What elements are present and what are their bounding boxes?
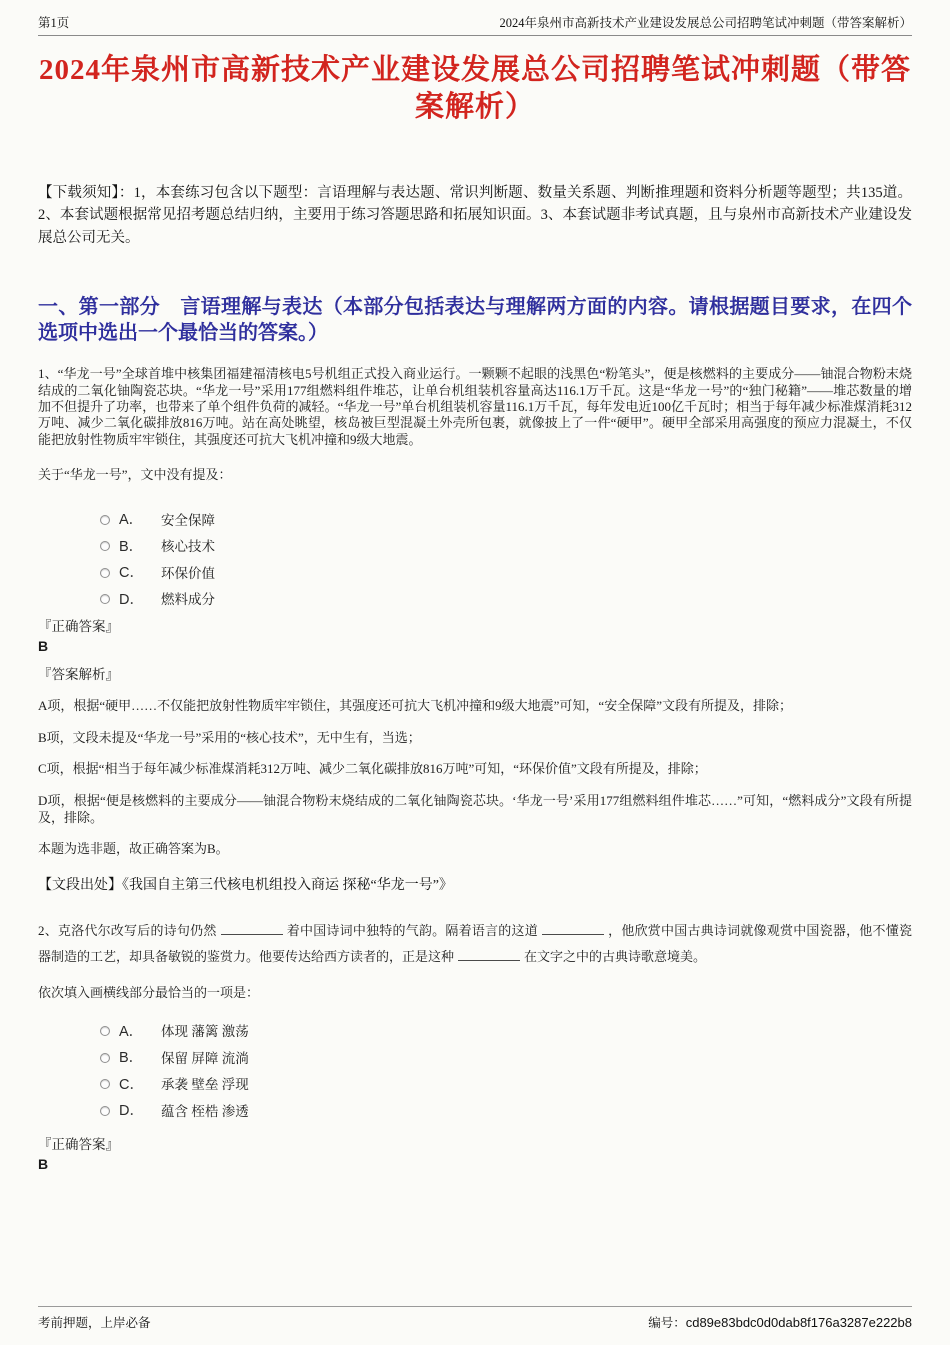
option-row [38, 1017, 912, 1044]
radio-button[interactable] [100, 541, 110, 551]
correct-answer-label: 『正确答案』 [38, 619, 119, 635]
question-1-body: 1、“华龙一号”全球首堆中核集团福建福清核电5号机组正式投入商业运行。一颗颗不起眼的浅黑色“粉笔头”，便是核燃料的主要成分——铀混合物粉末烧结成的二氧化铀陶瓷芯块。“华龙一号”采用177组燃料组件堆芯，让单台机组装机容量高达116.1万千瓦。这是“华龙一号”的“独门秘籍”——堆芯数量的增加不但提升了功率，也带来了单个组件负荷的减轻。“华龙一号”单台机组装机容量116.1万千瓦，每年发电近100亿千瓦时；相当于每年减少标准煤消耗312万吨、减少二氧化碳排放816万吨。站在高处眺望，核岛被巨型混凝土外壳所包裹，就像披上了一件“硬甲”。硬甲全部采用高强度的预应力混凝土，不仅能把放射性物质牢牢锁住，其强度还可抗大飞机冲撞和9级大地震。 [38, 366, 912, 447]
option-text: 承袭 壁垒 浮现 [161, 1077, 249, 1093]
radio-button[interactable] [100, 515, 110, 525]
option-letter: B． [119, 1050, 144, 1067]
radio-button[interactable] [100, 568, 110, 578]
correct-answer-label: 『正确答案』 [38, 1136, 119, 1152]
download-notice: 【下载须知】：1，本套练习包含以下题型：言语理解与表达题、常识判断题、数量关系题、判断推理题和资料分析题等题型；共135道。2、本套试题根据常见招考题总结归纳，主要用于练习答题思路和拓展知识面。3、本套试题非考试真题，且与泉州市高新技术产业建设发展总公司无关。 [38, 185, 912, 246]
analysis-conclusion: 本题为选非题，故正确答案为B。 [38, 841, 229, 857]
question-2-segment: 2、克洛代尔改写后的诗句仍然 [38, 922, 217, 938]
section-heading: 一、第一部分 言语理解与表达（本部分包括表达与理解两方面的内容。请根据题目要求，在四个选项中选出一个最恰当的答案。） [38, 296, 912, 344]
option-letter: C． [119, 1076, 144, 1093]
question-1-options [38, 505, 912, 611]
footer-code-value: cd89e83bdc0d0dab8f176a3287e222b8 [685, 1315, 912, 1330]
analysis-paragraph: B项，文段未提及“华龙一号”采用的“核心技术”，无中生有，当选； [38, 729, 421, 745]
option-text: 安全保障 [161, 512, 215, 528]
analysis-paragraph: A项，根据“硬甲……不仅能把放射性物质牢牢锁住，其强度还可抗大飞机冲撞和9级大地震”可知，“安全保障”文段有所提及，排除； [38, 698, 792, 714]
radio-button[interactable] [100, 1106, 110, 1116]
correct-answer-value: B [38, 1155, 49, 1172]
document-title: 2024年泉州市高新技术产业建设发展总公司招聘笔试冲刺题（带答案解析） [38, 54, 911, 123]
option-letter: D． [119, 591, 144, 608]
header-page-number: 第1页 [38, 16, 70, 30]
option-row [38, 1070, 912, 1097]
option-row [38, 505, 912, 532]
page-footer [38, 1306, 912, 1331]
option-text: 体现 藩篱 激荡 [161, 1024, 249, 1040]
analysis-paragraph: D项，根据“便是核燃料的主要成分——铀混合物粉末烧结成的二氧化铀陶瓷芯块。‘华龙一号’采用177组燃料组件堆芯……”可知，“燃料成分”文段有所提及，排除。 [38, 793, 912, 825]
question-1-stem: 关于“华龙一号”，文中没有提及： [38, 467, 232, 483]
header-doc-title: 2024年泉州市高新技术产业建设发展总公司招聘笔试冲刺题（带答案解析） [499, 16, 912, 30]
option-letter: B． [119, 538, 144, 555]
option-text: 燃料成分 [161, 592, 215, 607]
option-text: 环保价值 [161, 565, 215, 581]
option-row [38, 532, 912, 559]
option-letter: D． [119, 1103, 144, 1120]
option-letter: A． [119, 1023, 144, 1040]
footer-slogan: 考前押题，上岸必备 [38, 1316, 151, 1330]
blank-underline [221, 922, 283, 935]
question-2-segment: ，他欣赏中国古典诗词就像观赏中国瓷器，他不懂瓷器制造的工艺，却具备敏锐的鉴赏力。他要传达给西方读者的，正是这种 [38, 922, 912, 964]
analysis-paragraph: C项，根据“相当于每年减少标准煤消耗312万吨、减少二氧化碳排放816万吨”可知，“环保价值”文段有所提及，排除； [38, 761, 707, 777]
question-2-segment: 在文字之中的古典诗歌意境美。 [524, 948, 707, 964]
passage-source: 【文段出处】《我国自主第三代核电机组投入商运 探秘“华龙一号”》 [38, 877, 453, 893]
blank-underline [458, 948, 520, 961]
blank-underline [542, 922, 604, 935]
option-row [38, 558, 912, 585]
analysis-label: 『答案解析』 [38, 667, 119, 683]
radio-button[interactable] [100, 1026, 110, 1036]
footer-code-label: 编号： [648, 1316, 686, 1330]
radio-button[interactable] [100, 594, 110, 604]
question-2-body [38, 918, 912, 970]
correct-answer-value: B [38, 638, 49, 655]
option-text: 核心技术 [161, 539, 215, 554]
radio-button[interactable] [100, 1053, 110, 1063]
option-text: 保留 屏障 流淌 [161, 1050, 249, 1066]
footer-code [648, 1313, 912, 1331]
option-letter: A． [119, 512, 144, 528]
page-header [38, 0, 912, 36]
option-row [38, 585, 912, 612]
option-text: 蕴含 桎梏 渗透 [161, 1103, 249, 1119]
option-letter: C． [119, 565, 144, 581]
question-2-segment: 着中国诗词中独特的气韵。隔着语言的这道 [286, 922, 538, 938]
radio-button[interactable] [100, 1079, 110, 1089]
question-2-options [38, 1017, 912, 1123]
option-row [38, 1043, 912, 1070]
option-row [38, 1096, 912, 1123]
question-2-stem: 依次填入画横线部分最恰当的一项是： [38, 984, 260, 1000]
